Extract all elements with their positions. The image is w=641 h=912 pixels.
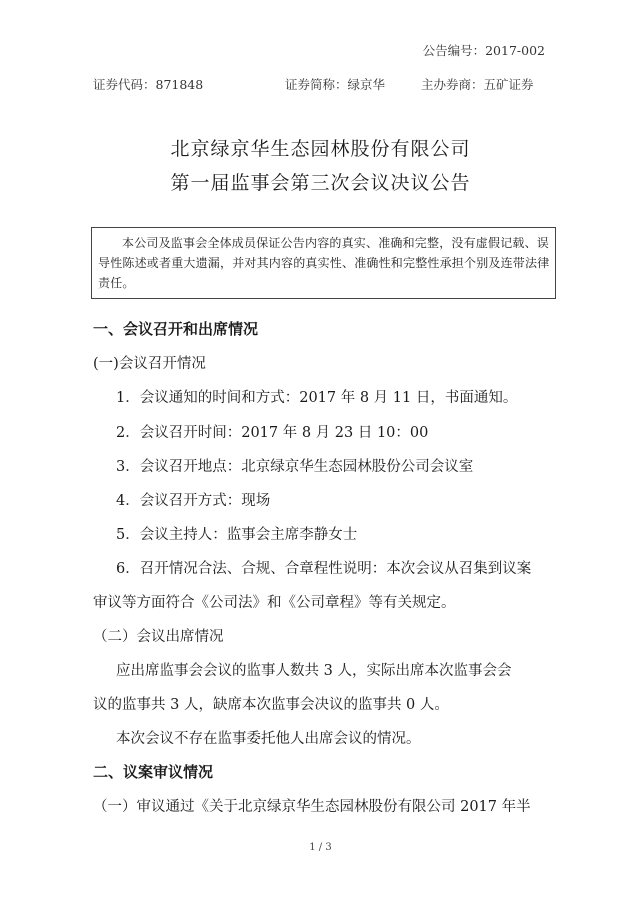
subsection-2-heading: （二）会议出席情况: [93, 629, 224, 645]
attendance-paragraph-line-1: 应出席监事会会议的监事人数共 3 人，实际出席本次监事会会: [116, 663, 512, 679]
section-1-heading: 一、会议召开和出席情况: [93, 320, 259, 338]
subsection-1-heading: (一)会议召开情况: [93, 356, 206, 372]
resolution-1-line: （一）审议通过《关于北京绿京华生态园林股份有限公司 2017 年半: [93, 799, 531, 815]
meeting-item-6-continued: 审议等方面符合《公司法》和《公司章程》等有关规定。: [93, 595, 456, 611]
notice-text: 本公司及监事会全体成员保证公告内容的真实、准确和完整，没有虚假记载、误导性陈述或者重大遗漏，并对其内容的真实性、准确性和完整性承担个别及连带法律责任。: [98, 236, 550, 290]
security-code: 证券代码：871848: [93, 77, 204, 92]
attendance-paragraph-line-2: 议的监事共 3 人，缺席本次监事会决议的监事共 0 人。: [93, 697, 449, 713]
lead-broker: 主办券商：五矿证券: [421, 77, 534, 92]
security-short-name: 证券简称：绿京华: [285, 77, 386, 92]
page-number: 1 / 3: [309, 842, 332, 853]
meeting-item-5: 5．会议主持人：监事会主席李静女士: [116, 527, 358, 543]
meeting-item-6: 6．召开情况合法、合规、合章程性说明：本次会议从召集到议案: [116, 561, 532, 577]
meeting-item-1: 1．会议通知的时间和方式：2017 年 8 月 11 日，书面通知。: [116, 390, 518, 406]
document-number: 公告编号：2017-002: [422, 43, 545, 58]
title-line-1: 北京绿京华生态园林股份有限公司: [170, 138, 471, 160]
meeting-item-3: 3．会议召开地点：北京绿京华生态园林股份公司会议室: [116, 459, 474, 475]
section-2-heading: 二、议案审议情况: [93, 763, 214, 781]
meeting-item-4: 4．会议召开方式：现场: [116, 493, 271, 509]
meeting-item-2: 2．会议召开时间：2017 年 8 月 23 日 10：00: [116, 425, 429, 441]
title-line-2: 第一届监事会第三次会议决议公告: [170, 172, 471, 194]
proxy-paragraph: 本次会议不存在监事委托他人出席会议的情况。: [116, 731, 421, 747]
notice-box: [91, 227, 556, 299]
